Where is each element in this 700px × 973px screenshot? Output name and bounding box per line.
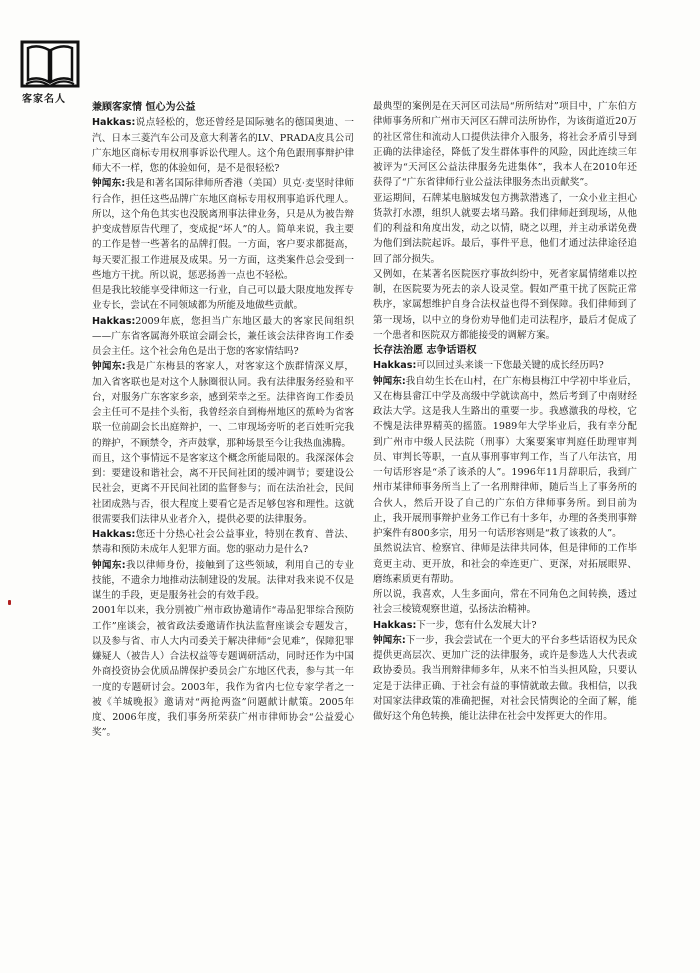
paragraph [373,587,637,618]
paragraph-text: 2009年底，您担当广东地区最大的客家民间组织——广东省客属海外联谊会副会长，兼任该会法律咨询工作委员会主任。这个社会角色是出于您的客家情结吗? [92,315,354,357]
print-speck [8,600,11,605]
speaker-label: Hakkas: [92,315,136,327]
speaker-label: 钟闻东: [92,361,126,373]
section-heading: 兼顾客家情 恒心为公益 [92,102,196,113]
paragraph-text: 我自幼生长在山村，在广东梅县梅江中学初中毕业后，又在梅县畲江中学及高级中学就读高中，然后考到了中南财经政法大学。这是我人生路出的重要一步。我感激我的母校，它不愧是法律界精英的摇篮。1989年大学毕业后，我有幸分配到广州市中级人民法院（刑事）大案要案审判庭任助理审判员、审判长等职，一直从事刑事审判工作，当了八年法官，用一句话形容是“杀了该杀的人”。1996年11月辞职后，我到广州市某律师事务所当上了一名刑辩律师，随后当上了事务所的合伙人，然后开设了自己的广东伯方律师事务所。到目前为止，我开展刑事辩护业务工作已有十多年，办理的各类刑事辩护案件有800多宗，用另一句话形容则是“救了该救的人”。 [373,375,637,539]
paragraph [92,115,354,176]
paragraph-text: 我是广东梅县的客家人，对客家这个族群情深义厚，加入省客联也是对这个人脉圈很认同。我有法律服务经验和平台，对服务广东客家乡亲，感到荣幸之至。法律咨询工作委员会主任可不是挂个头衔，我曾经亲自到梅州地区的蕉岭为省客联一位前副会长出庭辩护，一、二审现场旁听的老百姓听完我的辩护，不顾禁令，齐声鼓掌，那种场景至今让我热血沸腾。 [92,361,354,449]
paragraph-text: 我是和著名国际律师所香港（美国）贝克·麦坚时律师行合作，担任这些品牌广东地区商标专用权刑事追诉代理人。所以，这个角色其实也没脱离刑事法律业务，只是从为被告辩护变成替原告代理了，变成捉“坏人”的人。简单来说，我主要的工作是替一些著名的品牌打假。一方面，客户要求都挺高，每天要汇报工作进展及成果。另一方面，这类案件总会受到一些地方干扰。所以说，惩恶扬善一点也不轻松。 [92,178,354,281]
section-tag: 客家名人 [22,94,66,105]
paragraph [92,558,354,604]
paragraph [92,176,354,283]
paragraph [373,633,637,725]
paragraph [373,267,637,343]
paragraph [373,358,637,373]
paragraph-text: 最典型的案例是在天河区司法局“所所结对”项目中，广东伯方律师事务所和广州市天河区石牌司法所协作，为该街道近20万的社区常住和流动人口提供法律介入服务，将社会矛盾引导到正确的法律途径，降低了发生群体事件的风险，因此连续三年被评为“天河区公益法律服务先进集体”，我本人在2010年还获得了“广东省律师行业公益法律服务杰出贡献奖”。 [373,101,637,189]
paragraph [373,99,637,191]
right-column [373,99,637,724]
paragraph-text: 虽然说法官、检察官、律师是法律共同体，但是律师的工作毕竟更主动、更开放，和社会的牵连更广、更深，对拓展眼界、磨练素质更有帮助。 [373,543,637,585]
paragraph [92,359,354,451]
paragraph [92,603,354,740]
left-column [92,100,354,741]
paragraph [373,618,637,633]
paragraph-text: 而且，这个事情远不是客家这个概念所能局限的。我深深体会到：要建设和谐社会，离不开民间社团的缓冲调节；要建设公民社会，更离不开民间社团的监督参与；而在法治社会，民间社团成熟与否，很大程度上要看它是否足够包容和理性。这就很需要我们法律从业者介入，提供必要的法律服务。 [92,452,354,525]
speaker-label: 钟闻东: [373,375,406,387]
paragraph-text: 可以回过头来谈一下您最关键的成长经历吗? [416,360,604,372]
paragraph-text: 所以说，我喜欢，人生多面向，常在不同角色之间转换，透过社会三棱镜观察世道，弘扬法治精神。 [373,589,637,616]
paragraph [92,283,354,314]
paragraph-text: 又例如，在某著名医院医疗事故纠纷中，死者家属情绪难以控制，在医院要为死去的亲人设灵堂。假如严重干扰了医院正常秩序，家属想维护自身合法权益也得不到保障。我们律师到了第一现场，以中立的身份劝导他们走司法程序，最后才促成了一个患者和医院双方都能接受的调解方案。 [373,268,637,341]
paragraph [373,191,637,267]
book-logo-icon [20,34,80,96]
paragraph [373,541,637,587]
paragraph-text: 说点轻松的，您还曾经是国际驰名的德国奥迪、一汽、日本三菱汽车公司及意大利著名的LV、PRADA皮具公司广东地区商标专用权刑事诉讼代理人。这个角色跟刑事辩护律师大不一样，您的体验如何，是不是很轻松? [92,117,354,174]
paragraph [373,374,637,542]
section-heading: 长存法治愿 志争话语权 [373,345,477,356]
speaker-label: Hakkas: [373,619,417,631]
paragraph [92,451,354,527]
paragraph-text: 亚运期间，石牌某电脑城发包方携款潜逃了，一众小业主担心货款打水漂，组织人就要去堵马路。我们律师赶到现场，从他们的利益和角度出发，动之以情，晓之以理，并主动承诺免费为他们到法院起诉。最后，事件平息，他们才通过法律途径追回了部分损失。 [373,192,637,265]
paragraph-text: 2001年以来，我分别被广州市政协邀请作“毒品犯罪综合预防工作”座谈会，被省政法委邀请作执法监督座谈会专题发言，以及参与省、市人大内司委关于解决律师“会见难”，保障犯罪嫌疑人（被告人）合法权益等专题调研活动，同时还作为中国外商投资协会优质品牌保护委员会广东地区代表，参与其一年一度的专题研讨会。2003年，我作为省内七位专家学者之一被《羊城晚报》邀请对“两抢两盗”问题献计献策。2005年度、2006年度，我们事务所荣获广州市律师协会“公益爱心奖”。 [92,605,354,739]
speaker-label: 钟闻东: [92,178,126,190]
paragraph-text: 但是我比较能享受律师这一行业，自己可以最大限度地发挥专业专长，尝试在不同领域都为所能及地做些贡献。 [92,285,354,312]
paragraph-text: 下一步，您有什么发展大计? [416,619,537,631]
speaker-label: Hakkas: [92,117,136,129]
paragraph-text: 我以律师身份，接触到了这些领域，利用自己的专业技能，不遗余力地推动法制建设的发展。法律对我来说不仅是谋生的手段，更是服务社会的有效手段。 [92,559,354,601]
paragraph-text: 您还十分热心社会公益事业，特别在教育、普法、禁毒和预防未成年人犯罪方面。您的驱动力是什么? [92,529,354,556]
speaker-label: 钟闻东: [373,634,406,646]
speaker-label: Hakkas: [373,360,417,372]
paragraph [92,314,354,360]
paragraph-text: 下一步，我会尝试在一个更大的平台多些话语权为民众提供更高层次、更加广泛的法律服务，或许是参选人大代表或政协委员。我当刑辩律师多年，从来不怕当头担风险，只要认定是于法律正确、于社会有益的事情就敢去做。我相信，以我对国家法律政策的准确把握，对社会民情舆论的全面了解，能做好这个角色转换，能让法律在社会中发挥更大的作用。 [373,634,637,722]
speaker-label: Hakkas: [92,529,136,540]
paragraph [92,527,354,558]
speaker-label: 钟闻东: [92,559,126,571]
